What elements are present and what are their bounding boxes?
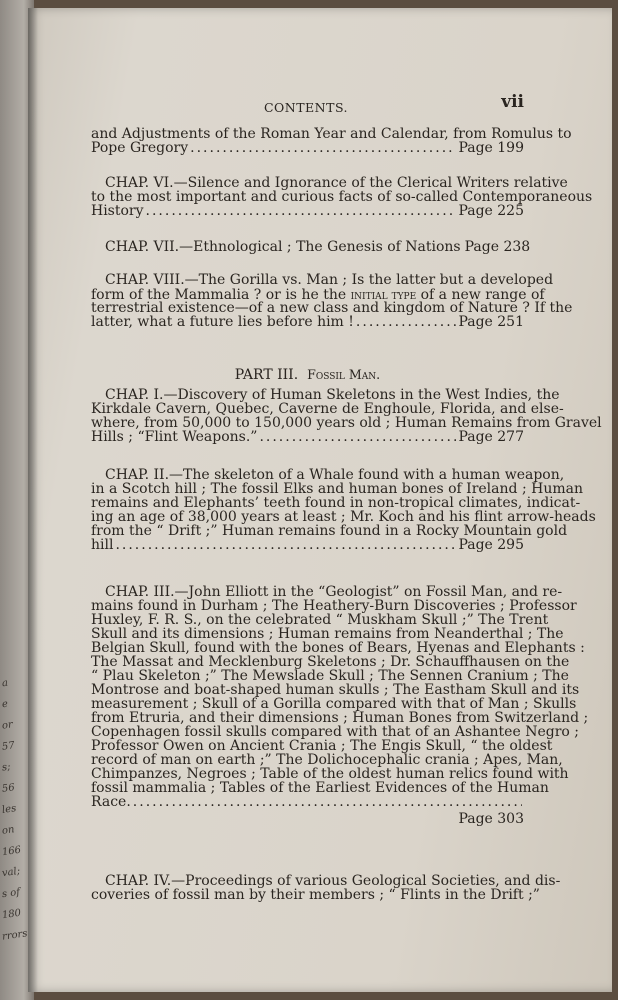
- part-label: PART III.: [234, 367, 299, 383]
- previous-page-fragment: 180: [1, 907, 22, 922]
- toc-line: from Etruria, and their dimensions ; Human Bones from Switzerland ;: [91, 710, 589, 726]
- dot-leader: [146, 202, 457, 222]
- leader-text: hill: [91, 537, 114, 553]
- toc-line: Montrose and boat-shaped human skulls ; The Eastham Skull and its: [91, 682, 580, 698]
- previous-page-fragment: 56: [1, 782, 16, 795]
- toc-line: CHAP. VI.—Silence and Ignorance of the Clerical Writers relative: [105, 175, 568, 191]
- toc-entry-part3-chap-ii: [91, 467, 596, 555]
- leader-text: Hills ; “Flint Weapons.”: [91, 429, 258, 445]
- toc-leader-line: [91, 537, 524, 555]
- toc-line: Huxley, F. R. S., on the celebrated “ Muskham Skull ;” The Trent: [91, 612, 549, 628]
- page-reference: Page 303: [458, 810, 524, 827]
- toc-line: coveries of fossil man by their members ; “ Flints in the Drift ;”: [91, 887, 540, 903]
- toc-line: Professor Owen on Ancient Crania ; The Engis Skull, “ the oldest: [91, 738, 553, 754]
- toc-leader-line: [91, 237, 531, 257]
- previous-page-fragment: 57: [1, 740, 16, 753]
- page-reference: Page 295: [458, 537, 524, 553]
- spine-shadow: [28, 8, 38, 992]
- toc-entry-chap-viii: [91, 271, 573, 333]
- toc-leader-line: [91, 428, 524, 446]
- leader-text: History: [91, 203, 144, 219]
- toc-line: “ Plau Skeleton ;” The Mewslade Skull ; The Sennen Cranium ; The: [91, 668, 569, 684]
- toc-line: to the most important and curious facts of so-called Contemporaneous: [91, 189, 593, 205]
- toc-line: [91, 285, 545, 303]
- toc-leader-line: [91, 313, 524, 333]
- page-reference: Page 238: [464, 239, 531, 255]
- dot-leader: [115, 537, 456, 555]
- toc-leader-line: [91, 202, 524, 222]
- previous-page-fragment: les: [1, 803, 17, 816]
- toc-line: CHAP. IV.—Proceedings of various Geological Societies, and dis-: [105, 873, 561, 889]
- toc-line: Skull and its dimensions ; Human remains from Neanderthal ; The: [91, 626, 564, 642]
- running-header: [88, 92, 524, 120]
- toc-line: CHAP. VIII.—The Gorilla vs. Man ; Is the latter but a developed: [105, 272, 554, 288]
- toc-line: record of man on earth ;” The Dolichocephalic crania ; Apes, Man,: [91, 752, 563, 768]
- toc-entry-part3-chap-iii: [91, 584, 589, 827]
- toc-line: CHAP. II.—The skeleton of a Whale found with a human weapon,: [105, 467, 565, 483]
- toc-line: remains and Elephants’ teeth found in non-tropical climates, indicat-: [91, 495, 581, 511]
- toc-line: from the “ Drift ;” Human remains found in a Rocky Mountain gold: [91, 523, 568, 539]
- page-number: vii: [501, 92, 524, 112]
- toc-line: The Massat and Mecklenburg Skeletons ; Dr. Schauffhausen on the: [91, 654, 570, 670]
- previous-page-fragment: rrors: [1, 928, 29, 943]
- part-heading: [91, 367, 524, 383]
- toc-entry-chap-vii: [91, 237, 531, 257]
- toc-line: CHAP. I.—Discovery of Human Skeletons in the West Indies, the: [105, 387, 560, 403]
- toc-leader-line: [91, 138, 524, 158]
- toc-leader-line: [91, 794, 524, 811]
- page-reference: Page 277: [458, 429, 524, 445]
- toc-line: CHAP. III.—John Elliott in the “Geologist” on Fossil Man, and re-: [105, 584, 563, 600]
- toc-entry-part3-chap-i: [91, 386, 602, 446]
- page-reference: Page 251: [458, 314, 524, 330]
- toc-line: ing an age of 38,000 years at least ; Mr. Koch and his flint arrow-heads: [91, 509, 596, 525]
- page-reference: Page 225: [458, 203, 524, 219]
- previous-page-fragment: a: [1, 677, 9, 690]
- toc-line: in a Scotch hill ; The fossil Elks and human bones of Ireland ; Human: [91, 481, 583, 497]
- leader-text: Pope Gregory: [91, 140, 189, 156]
- text-segment: of a new range of: [416, 287, 545, 303]
- toc-entry-chap-vi: [91, 174, 593, 222]
- small-caps-segment: initial type: [350, 287, 417, 302]
- previous-page-fragment: s of: [1, 886, 21, 901]
- dot-leader: [259, 428, 456, 446]
- previous-page-fragment: 166: [1, 844, 22, 859]
- toc-entry-part3-chap-iv: [91, 873, 561, 903]
- dot-leader: [190, 138, 456, 158]
- leader-text: Race.: [91, 794, 131, 810]
- leader-text: CHAP. VII.—Ethnological ; The Genesis of Nations: [105, 239, 461, 255]
- toc-entry-continuation: [91, 124, 572, 158]
- toc-line: Kirkdale Cavern, Quebec, Caverne de Enghoule, Florida, and else-: [91, 401, 564, 417]
- toc-line: measurement ; Skull of a Gorilla compared with that of Man ; Skulls: [91, 696, 577, 712]
- toc-line: fossil mammalia ; Tables of the Earliest Evidences of the Human: [91, 780, 549, 796]
- toc-line: Copenhagen fossil skulls compared with that of an Ashantee Negro ;: [91, 724, 579, 740]
- text-segment: form of the Mammalia ? or is he the: [91, 287, 351, 303]
- dot-leader: [356, 313, 457, 333]
- previous-page-fragment: or: [1, 719, 14, 732]
- leader-text: latter, what a future lies before him !: [91, 314, 354, 330]
- running-title: CONTENTS.: [263, 100, 349, 115]
- page-reference: Page 199: [458, 140, 524, 156]
- part-title: Fossil Man.: [307, 367, 381, 382]
- previous-page-fragment: s;: [1, 761, 12, 774]
- toc-line: Chimpanzes, Negroes ; Table of the oldest human relics found with: [91, 766, 569, 782]
- dot-leader: [133, 794, 522, 811]
- toc-line: Belgian Skull, found with the bones of Bears, Hyenas and Elephants :: [91, 640, 585, 656]
- previous-page-fragment: e: [1, 698, 9, 711]
- toc-line: where, from 50,000 to 150,000 years old ; Human Remains from Gravel: [91, 415, 602, 431]
- toc-line: mains found in Durham ; The Heathery-Burn Discoveries ; Professor: [91, 598, 577, 614]
- toc-line: terrestrial existence—of a new class and kingdom of Nature ? If the: [91, 300, 573, 316]
- previous-page-fragment: val;: [1, 865, 21, 880]
- previous-page-fragment: on: [1, 824, 16, 837]
- toc-line: and Adjustments of the Roman Year and Calendar, from Romulus to: [91, 126, 572, 142]
